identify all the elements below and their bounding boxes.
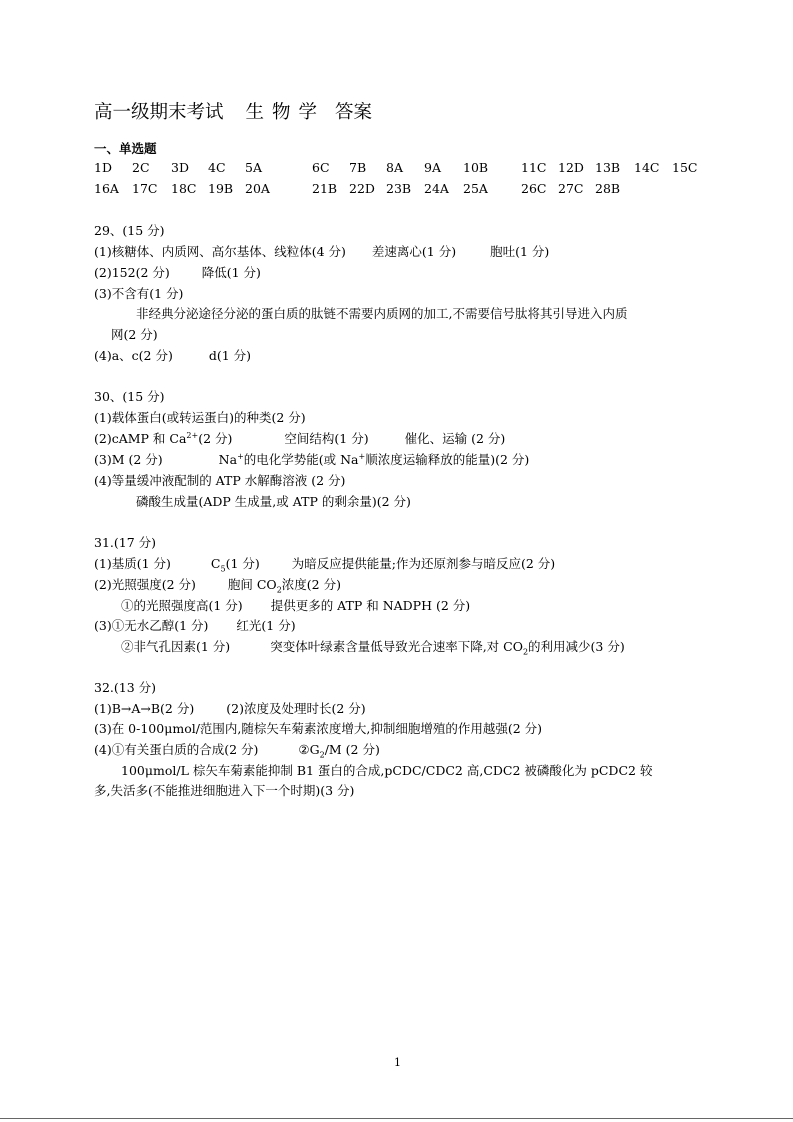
mc-answer: 19B: [208, 181, 234, 196]
mc-answer: 20A: [245, 181, 270, 196]
q32-answer: /M (2 分): [324, 742, 380, 757]
answer-label: 答案: [335, 102, 373, 123]
q30-answer: (2 分): [198, 431, 233, 446]
mc-answer: 8A: [386, 160, 403, 175]
subject-name: 生物学: [245, 102, 326, 123]
q31-answer: 突变体叶绿素含量低导致光合速率下降,对 CO: [270, 639, 523, 654]
q31-answer: 为暗反应提供能量;作为还原剂参与暗反应(2 分): [291, 556, 556, 571]
page-bottom-divider: [0, 1118, 793, 1119]
q32-line-4: 100μmol/L 棕矢车菊素能抑制 B1 蛋白的合成,pCDC/CDC2 高,CDC2 被磷酸化为 pCDC2 较: [121, 763, 653, 778]
page-title: [94, 98, 372, 124]
q30-line-1: (1)载体蛋白(或转运蛋白)的种类(2 分): [94, 410, 306, 425]
q30-line-2: [94, 430, 505, 448]
q29-answer: (4)a、c(2 分): [94, 348, 173, 363]
mc-answer: 3D: [171, 160, 189, 175]
q29-line-5: 网(2 分): [111, 327, 158, 342]
q31-line-1: [94, 555, 555, 573]
mc-answer: 27C: [558, 181, 584, 196]
q31-answer: (3)①无水乙醇(1 分): [94, 618, 209, 633]
subscript: 2: [276, 585, 282, 595]
mc-answer: 4C: [208, 160, 226, 175]
q32-answer: ②G: [298, 742, 320, 757]
q31-answer: C: [210, 556, 221, 571]
mc-answer: 1D: [94, 160, 112, 175]
q31-answer: 红光(1 分): [236, 618, 296, 633]
mc-answer: 28B: [595, 181, 621, 196]
mc-answer: 16A: [94, 181, 119, 196]
mc-answer: 12D: [558, 160, 584, 175]
mc-answer: 11C: [521, 160, 547, 175]
superscript: 2+: [186, 430, 199, 440]
q31-line-3: [121, 597, 470, 615]
q31-heading: 31.(17 分): [94, 535, 157, 550]
q31-answer: (1 分): [225, 556, 260, 571]
mc-answer: 14C: [634, 160, 660, 175]
q29-answer: d(1 分): [208, 348, 252, 363]
q30-answer: 催化、运输 (2 分): [404, 431, 506, 446]
mc-answer: 22D: [349, 181, 375, 196]
q30-answer: 的电化学势能(或 Na: [243, 452, 359, 467]
q30-line-4: (4)等量缓冲液配制的 ATP 水解酶溶液 (2 分): [94, 473, 346, 488]
page-number: 1: [394, 1056, 401, 1069]
q32-line-5: 多,失活多(不能推进细胞进入下一个时期)(3 分): [94, 783, 355, 798]
q31-answer: ②非气孔因素(1 分): [121, 639, 231, 654]
mc-answer: 9A: [424, 160, 441, 175]
q31-answer: (2)光照强度(2 分): [94, 577, 196, 592]
mc-answer: 17C: [132, 181, 158, 196]
mc-answer: 26C: [521, 181, 547, 196]
mc-answer: 13B: [595, 160, 621, 175]
q29-line-1: [94, 243, 549, 261]
subscript: 2: [522, 647, 529, 657]
q31-line-2: [94, 576, 341, 594]
q30-heading: 30、(15 分): [94, 389, 165, 404]
mc-answer: 6C: [312, 160, 330, 175]
q30-answer: (2)cAMP 和 Ca: [94, 431, 187, 446]
exam-name: 高一级期末考试: [94, 102, 224, 123]
q30-answer: (3)M (2 分): [94, 452, 163, 467]
mc-answer: 25A: [463, 181, 488, 196]
q32-answer: (1)B→A→B(2 分): [94, 701, 195, 716]
mc-answer: 21B: [312, 181, 338, 196]
mc-answer: 7B: [349, 160, 367, 175]
superscript: +: [358, 451, 366, 461]
mc-answer: 5A: [245, 160, 262, 175]
mc-answer: 15C: [672, 160, 698, 175]
q29-answer: 降低(1 分): [201, 265, 261, 280]
q32-heading: 32.(13 分): [94, 680, 157, 695]
q30-answer: Na: [218, 452, 238, 467]
mc-answer: 23B: [386, 181, 412, 196]
q29-answer: 差速离心(1 分): [371, 244, 457, 259]
section-heading-multiple-choice: 一、单选题: [94, 141, 157, 156]
q31-answer: (1)基质(1 分): [94, 556, 171, 571]
q29-line-6: [94, 347, 251, 365]
mc-answer: 24A: [424, 181, 449, 196]
q31-answer: 的利用减少(3 分): [528, 639, 625, 654]
q31-line-5: [121, 638, 625, 656]
q32-line-3: [94, 741, 380, 759]
q31-answer: 胞间 CO: [227, 577, 277, 592]
superscript: +: [237, 451, 244, 461]
q29-heading: 29、(15 分): [94, 223, 165, 238]
q31-answer: 浓度(2 分): [281, 577, 341, 592]
mc-answer: 2C: [132, 160, 150, 175]
q32-answer: (2)浓度及处理时长(2 分): [226, 701, 366, 716]
q29-answer: (2)152(2 分): [94, 265, 170, 280]
q30-line-5: 磷酸生成量(ADP 生成量,或 ATP 的剩余量)(2 分): [136, 494, 411, 509]
subscript: 2: [319, 750, 325, 760]
q30-answer: 空间结构(1 分): [284, 431, 369, 446]
q29-line-3: (3)不含有(1 分): [94, 286, 184, 301]
q30-answer: 顺浓度运输释放的能量)(2 分): [365, 452, 530, 467]
subscript: 5: [220, 564, 226, 574]
q29-answer: (1)核糖体、内质网、高尔基体、线粒体(4 分): [94, 244, 346, 259]
mc-answer: 18C: [171, 181, 197, 196]
q29-line-4: 非经典分泌途径分泌的蛋白质的肽链不需要内质网的加工,不需要信号肽将其引导进入内质: [136, 306, 628, 321]
q29-line-2: [94, 264, 261, 282]
q30-line-3: [94, 451, 529, 469]
q31-answer: 提供更多的 ATP 和 NADPH (2 分): [270, 598, 471, 613]
q29-answer: 胞吐(1 分): [490, 244, 550, 259]
q31-line-4: [94, 617, 296, 635]
q32-answer: (4)①有关蛋白质的合成(2 分): [94, 742, 259, 757]
q31-answer: ①的光照强度高(1 分): [121, 598, 243, 613]
mc-answer: 10B: [463, 160, 489, 175]
q32-line-2: (3)在 0-100μmol/范围内,随棕矢车菊素浓度增大,抑制细胞增殖的作用越强(2 分): [94, 721, 543, 736]
q32-line-1: [94, 700, 366, 718]
